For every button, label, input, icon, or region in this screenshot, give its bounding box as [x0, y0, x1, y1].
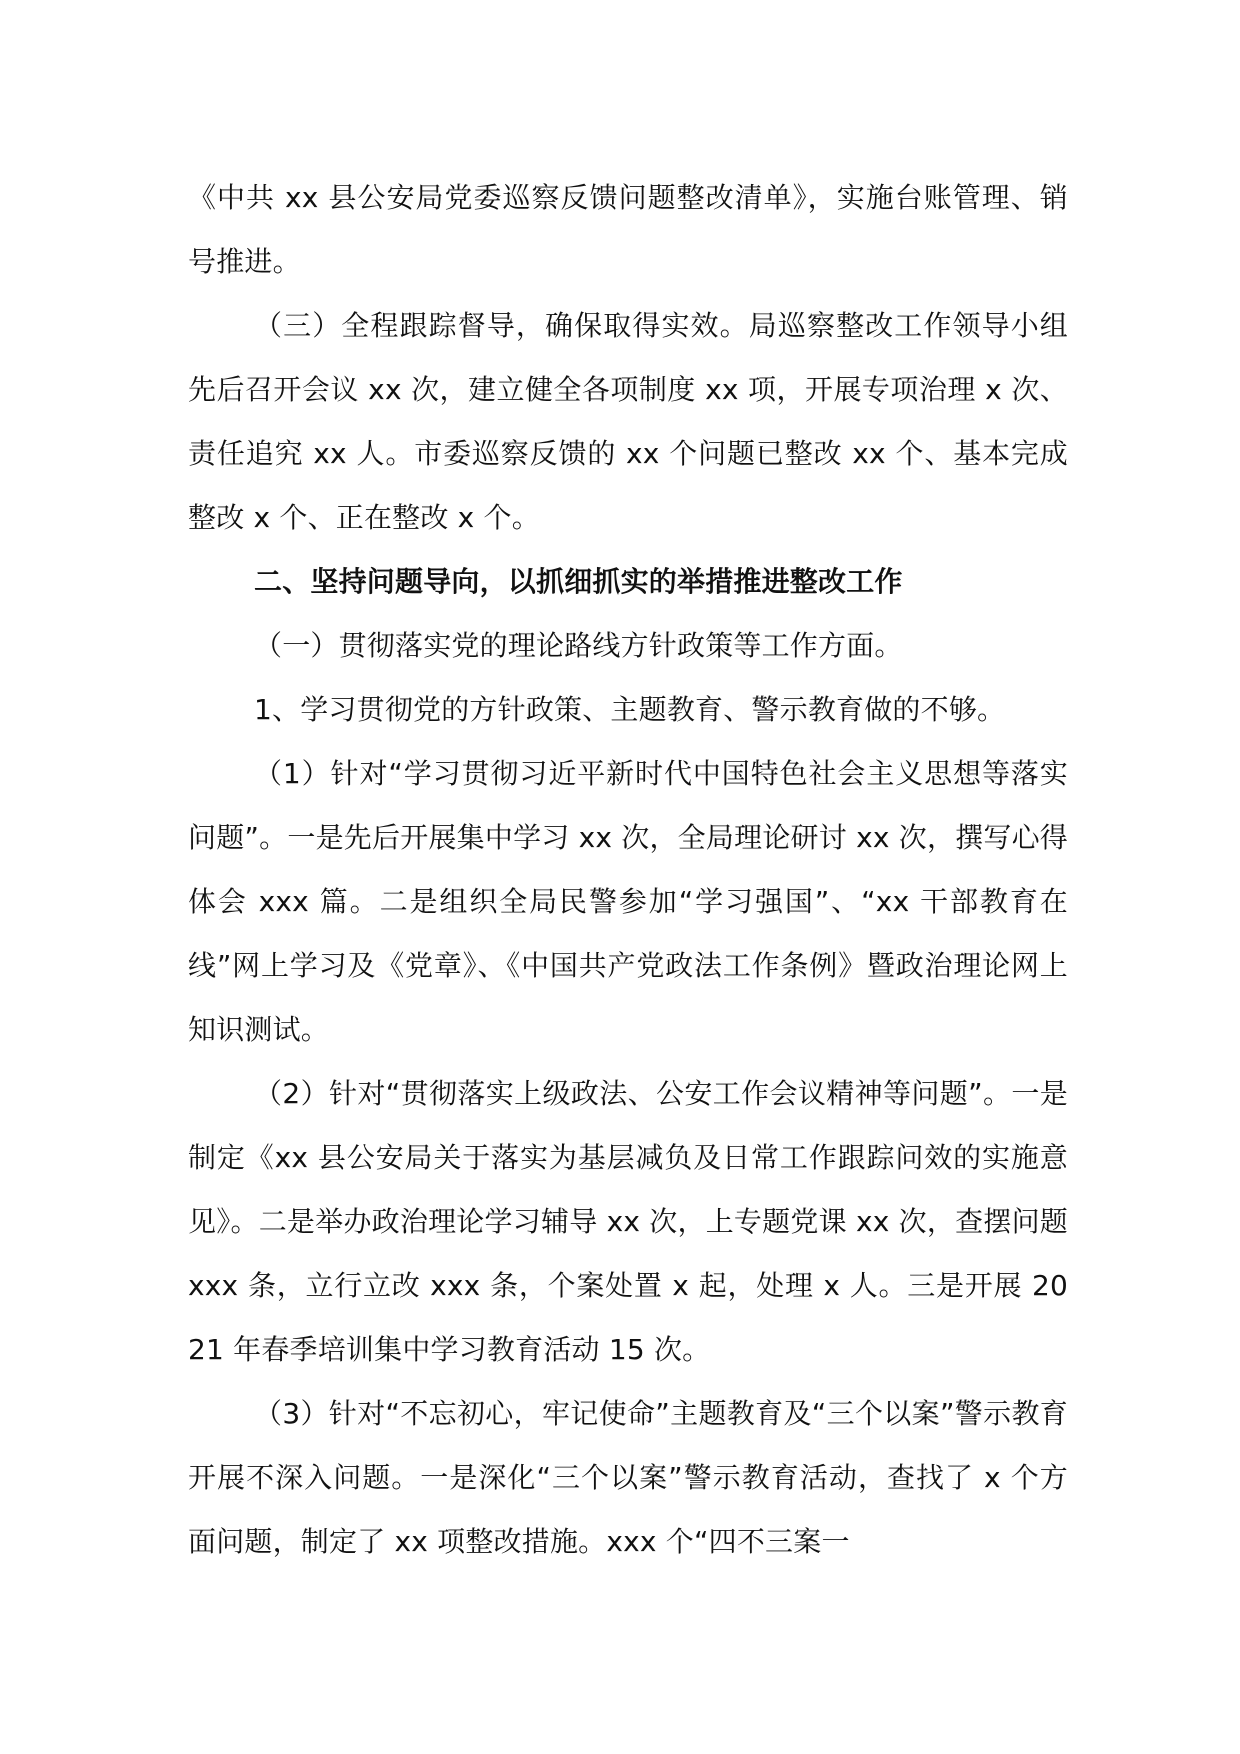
paragraph-rectification-list: 《中共 xx 县公安局党委巡察反馈问题整改清单》，实施台账管理、销号推进。 [188, 181, 1068, 278]
paragraph-item-1: （1）针对“学习贯彻习近平新时代中国特色社会主义思想等落实问题”。一是先后开展集中学习 xx 次，全局理论研讨 xx 次，撰写心得体会 xxx 篇。二是组织全局民警参加“学习强国”、“xx 干部教育在线”网上学习及《党章》、《中国共产党政法工作条例》暨政治理论网上知识测试。 [188, 757, 1068, 1046]
section-heading-two: 二、坚持问题导向，以抓细抓实的举措推进整改工作 [254, 565, 903, 598]
paragraph-item-2: （2）针对“贯彻落实上级政法、公安工作会议精神等问题”。一是制定《xx 县公安局关于落实为基层减负及日常工作跟踪问效的实施意见》。二是举办政治理论学习辅导 xx 次，上专题党课 xx 次，查摆问题 xxx 条，立行立改 xxx 条，个案处置 x 起，处理 x 人。三是开展 2021 年春季培训集中学习教育活动 15 次。 [188, 1077, 1068, 1366]
item-heading-one: 1、学习贯彻党的方针政策、主题教育、警示教育做的不够。 [254, 693, 1006, 726]
document-body [188, 166, 1068, 1574]
paragraph-item-3: （3）针对“不忘初心，牢记使命”主题教育及“三个以案”警示教育开展不深入问题。一是深化“三个以案”警示教育活动，查找了 x 个方面问题，制定了 xx 项整改措施。xxx 个“四不三案一 [188, 1397, 1068, 1558]
paragraph-section-three-supervision: （三）全程跟踪督导，确保取得实效。局巡察整改工作领导小组先后召开会议 xx 次，建立健全各项制度 xx 项，开展专项治理 x 次、责任追究 xx 人。市委巡察反馈的 xx 个问题已整改 xx 个、基本完成整改 x 个、正在整改 x 个。 [188, 309, 1068, 534]
subsection-heading-one: （一）贯彻落实党的理论路线方针政策等工作方面。 [254, 629, 903, 662]
